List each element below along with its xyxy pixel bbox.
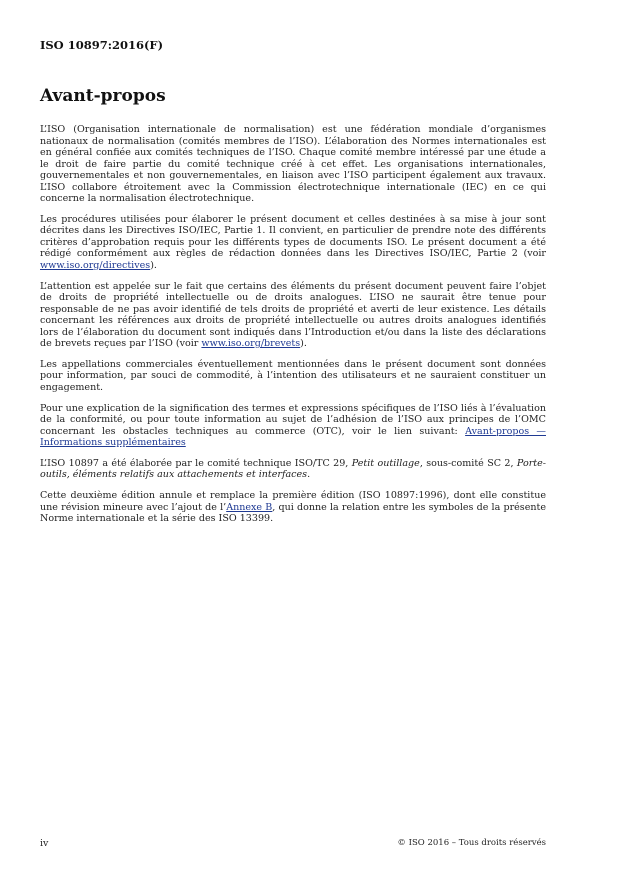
paragraph-edition-text-b: , qui donne la relation entre les symboles de la présente Norme internationale et la série des ISO 13399. bbox=[40, 501, 546, 525]
document-id: ISO 10897:2016(F) bbox=[40, 38, 164, 52]
paragraph-committee bbox=[40, 458, 546, 481]
link-annex-b[interactable]: Annexe B bbox=[226, 501, 273, 513]
paragraph-committee-text-b: , sous-comité SC 2, bbox=[419, 457, 517, 469]
paragraph-trade-names: Les appellations commerciales éventuellement mentionnées dans le présent document sont données pour information, par souci de commodité, à l’intention des utilisateurs et ne sauraient constituer un engagement. bbox=[40, 358, 546, 393]
link-iso-directives[interactable]: www.iso.org/directives bbox=[40, 259, 151, 271]
paragraph-edition bbox=[40, 490, 546, 525]
page-number: iv bbox=[40, 838, 49, 849]
paragraph-patents-end: ). bbox=[300, 338, 307, 350]
paragraph-committee-text-a: L’ISO 10897 a été élaborée par le comité technique ISO/TC 29, bbox=[40, 457, 352, 469]
committee-name: Petit outillage bbox=[351, 457, 420, 469]
paragraph-conformity-text: Pour une explication de la signification des termes et expressions spécifiques de l’ISO liés à l’évaluation de la conformité, ou pour toute information au sujet de l’adhésion de l’ISO aux principes de l’OMC concernant les obstacles techniques au commerce (OTC), voir le lien suivant: bbox=[40, 402, 546, 437]
copyright-notice: © ISO 2016 – Tous droits réservés bbox=[397, 838, 546, 848]
page-title: Avant-propos bbox=[40, 86, 166, 106]
subcommittee-name: Porte-outils, éléments relatifs aux attachements et interfaces bbox=[40, 457, 546, 481]
paragraph-edition-text-a: Cette deuxième édition annule et remplace la première édition (ISO 10897:1996), dont elle constitue une révision mineure avec l’ajout de l’ bbox=[40, 490, 546, 513]
paragraph-patents-text: L’attention est appelée sur le fait que certains des éléments du présent document peuvent faire l’objet de droits de propriété intellectuelle ou de droits analogues. L’ISO ne saurait être tenue pour responsable de ne pas avoir identifié de tels droits de propriété et averti de leur existence. Les détails concernant les références aux droits de propriété intellectuelle ou autres droits analogues identifiés lors de l’élaboration du document sont indiqués dans l’Introduction et/ou dans la liste des déclarations de brevets reçues par l’ISO (voir bbox=[40, 280, 546, 350]
link-foreword-info[interactable]: Avant-propos — Informations supplémentaires bbox=[40, 425, 546, 449]
paragraph-procedures-end: ). bbox=[150, 259, 157, 271]
paragraph-conformity bbox=[40, 403, 546, 449]
paragraph-procedures-text: Les procédures utilisées pour élaborer le présent document et celles destinées à sa mise à jour sont décrites dans les Directives ISO/IEC, Partie 1. Il convient, en particulier de prendre note des différents critères d’approbation requis pour les différents types de documents ISO. Le présent document a été rédigé conformément aux règles de rédaction données dans les Directives ISO/IEC, Partie 2 (voir bbox=[40, 213, 546, 260]
paragraph-iso-intro: L’ISO (Organisation internationale de normalisation) est une fédération mondiale d’organismes nationaux de normalisation (comités membres de l’ISO). L’élaboration des Normes internationales est en général confiée aux comités techniques de l’ISO. Chaque comité membre intéressé par une étude a le droit de faire partie du comité technique créé à cet effet. Les organisations internationales, gouvernementales et non gouvernementales, en liaison avec l’ISO participent également aux travaux. L’ISO collabore étroitement avec la Commission électrotechnique internationale (IEC) en ce qui concerne la normalisation électrotechnique. bbox=[40, 124, 546, 204]
foreword-body bbox=[40, 124, 546, 534]
paragraph-procedures bbox=[40, 214, 546, 272]
paragraph-patents bbox=[40, 281, 546, 350]
link-iso-patents[interactable]: www.iso.org/brevets bbox=[201, 338, 301, 350]
paragraph-committee-text-c: . bbox=[307, 469, 311, 481]
